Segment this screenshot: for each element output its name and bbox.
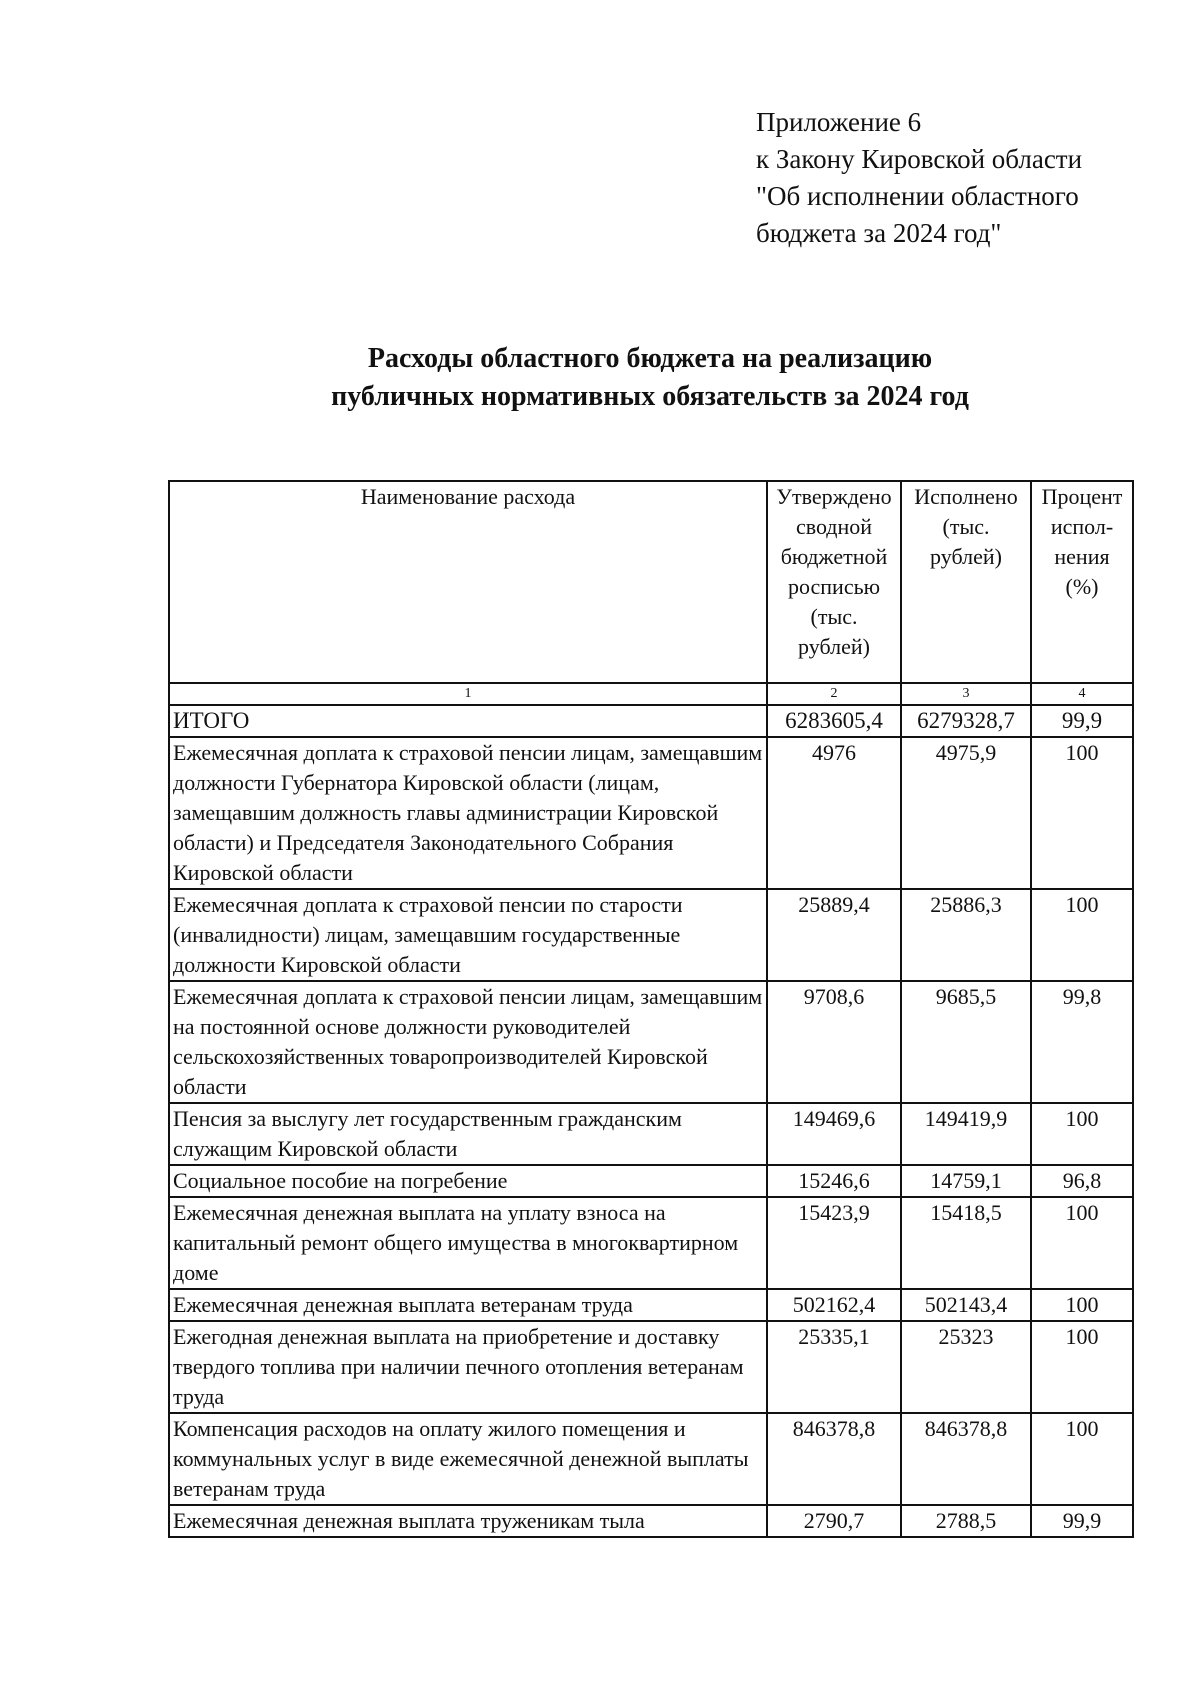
- percent-value: 99,8: [1031, 981, 1133, 1103]
- header-percent-line: (%): [1065, 574, 1099, 599]
- percent-value: 100: [1031, 889, 1133, 981]
- approved-value: 846378,8: [767, 1413, 901, 1505]
- header-percent-line: нения: [1054, 544, 1110, 569]
- appendix-line: бюджета за 2024 год": [756, 218, 1002, 248]
- table-row: [169, 1321, 1133, 1413]
- percent-value: 100: [1031, 1321, 1133, 1413]
- title-line-1: Расходы областного бюджета на реализацию: [367, 343, 933, 374]
- header-approved-line: сводной: [795, 514, 873, 539]
- executed-value: 4975,9: [901, 737, 1031, 889]
- expense-name: Ежемесячная денежная выплата на уплату взноса на капитальный ремонт общего имущества в многоквартирном доме: [169, 1197, 767, 1289]
- percent-value: 100: [1031, 737, 1133, 889]
- column-number: 1: [169, 683, 767, 705]
- header-name: Наименование расхода: [169, 481, 767, 683]
- executed-value: 25323: [901, 1321, 1031, 1413]
- total-percent: 99,9: [1031, 705, 1133, 737]
- executed-value: 25886,3: [901, 889, 1031, 981]
- approved-value: 149469,6: [767, 1103, 901, 1165]
- approved-value: 4976: [767, 737, 901, 889]
- executed-value: 846378,8: [901, 1413, 1031, 1505]
- total-executed: 6279328,7: [901, 705, 1031, 737]
- expense-name: Ежегодная денежная выплата на приобретение и доставку твердого топлива при наличии печного отопления ветеранам труда: [169, 1321, 767, 1413]
- executed-value: 14759,1: [901, 1165, 1031, 1197]
- total-label: ИТОГО: [169, 705, 767, 737]
- expense-name: Ежемесячная денежная выплата труженикам тыла: [169, 1505, 767, 1537]
- approved-value: 15246,6: [767, 1165, 901, 1197]
- header-executed: [901, 481, 1031, 683]
- table-header-row: [169, 481, 1133, 683]
- appendix-line: Приложение 6: [756, 107, 922, 137]
- table-row: [169, 981, 1133, 1103]
- table-row: [169, 1289, 1133, 1321]
- table-row: [169, 889, 1133, 981]
- percent-value: 100: [1031, 1413, 1133, 1505]
- approved-value: 15423,9: [767, 1197, 901, 1289]
- percent-value: 100: [1031, 1197, 1133, 1289]
- title-line-2: публичных нормативных обязательств за 2024 год: [331, 381, 969, 412]
- approved-value: 2790,7: [767, 1505, 901, 1537]
- percent-value: 96,8: [1031, 1165, 1133, 1197]
- total-approved: 6283605,4: [767, 705, 901, 737]
- table-row: [169, 737, 1133, 889]
- expenditure-table: [168, 480, 1134, 1538]
- header-approved: [767, 481, 901, 683]
- header-approved-line: рублей): [798, 634, 870, 659]
- executed-value: 502143,4: [901, 1289, 1031, 1321]
- header-executed-line: Исполнено: [914, 484, 1018, 509]
- header-percent: [1031, 481, 1133, 683]
- expense-name: Ежемесячная доплата к страховой пенсии лицам, замещавшим на постоянной основе должности руководителей сельскохозяйственных товаропроизводителей Кировской области: [169, 981, 767, 1103]
- column-number-row: [169, 683, 1133, 705]
- expense-name: Ежемесячная денежная выплата ветеранам труда: [169, 1289, 767, 1321]
- header-approved-line: росписью: [787, 574, 881, 599]
- expense-name: Компенсация расходов на оплату жилого помещения и коммунальных услуг в виде ежемесячной денежной выплаты ветеранам труда: [169, 1413, 767, 1505]
- expense-name: Ежемесячная доплата к страховой пенсии по старости (инвалидности) лицам, замещавшим государственные должности Кировской области: [169, 889, 767, 981]
- approved-value: 25335,1: [767, 1321, 901, 1413]
- executed-value: 2788,5: [901, 1505, 1031, 1537]
- table-row: [169, 1413, 1133, 1505]
- appendix-note: [756, 104, 1082, 252]
- executed-value: 9685,5: [901, 981, 1031, 1103]
- total-row: [169, 705, 1133, 737]
- table-row: [169, 1103, 1133, 1165]
- appendix-line: к Закону Кировской области: [756, 144, 1083, 174]
- expense-name: Пенсия за выслугу лет государственным гражданским служащим Кировской области: [169, 1103, 767, 1165]
- header-approved-line: бюджетной: [780, 544, 888, 569]
- approved-value: 9708,6: [767, 981, 901, 1103]
- executed-value: 149419,9: [901, 1103, 1031, 1165]
- table-row: [169, 1505, 1133, 1537]
- expense-name: Ежемесячная доплата к страховой пенсии лицам, замещавшим должности Губернатора Кировской области (лицам, замещавшим должность главы администрации Кировской области) и Председателя Законодательного Собрания Кировской области: [169, 737, 767, 889]
- header-percent-line: Процент: [1041, 484, 1123, 509]
- column-number: 4: [1031, 683, 1133, 705]
- table-row: [169, 1165, 1133, 1197]
- header-approved-line: Утверждено: [776, 484, 892, 509]
- approved-value: 502162,4: [767, 1289, 901, 1321]
- expense-name: Социальное пособие на погребение: [169, 1165, 767, 1197]
- header-executed-line: рублей): [930, 544, 1002, 569]
- column-number: 2: [767, 683, 901, 705]
- column-number: 3: [901, 683, 1031, 705]
- header-percent-line: испол-: [1050, 514, 1114, 539]
- table-row: [169, 1197, 1133, 1289]
- document-title: [200, 340, 1100, 416]
- percent-value: 99,9: [1031, 1505, 1133, 1537]
- appendix-line: "Об исполнении областного: [756, 181, 1079, 211]
- header-approved-line: (тыс.: [810, 604, 858, 629]
- executed-value: 15418,5: [901, 1197, 1031, 1289]
- percent-value: 100: [1031, 1103, 1133, 1165]
- header-executed-line: (тыс.: [942, 514, 990, 539]
- percent-value: 100: [1031, 1289, 1133, 1321]
- approved-value: 25889,4: [767, 889, 901, 981]
